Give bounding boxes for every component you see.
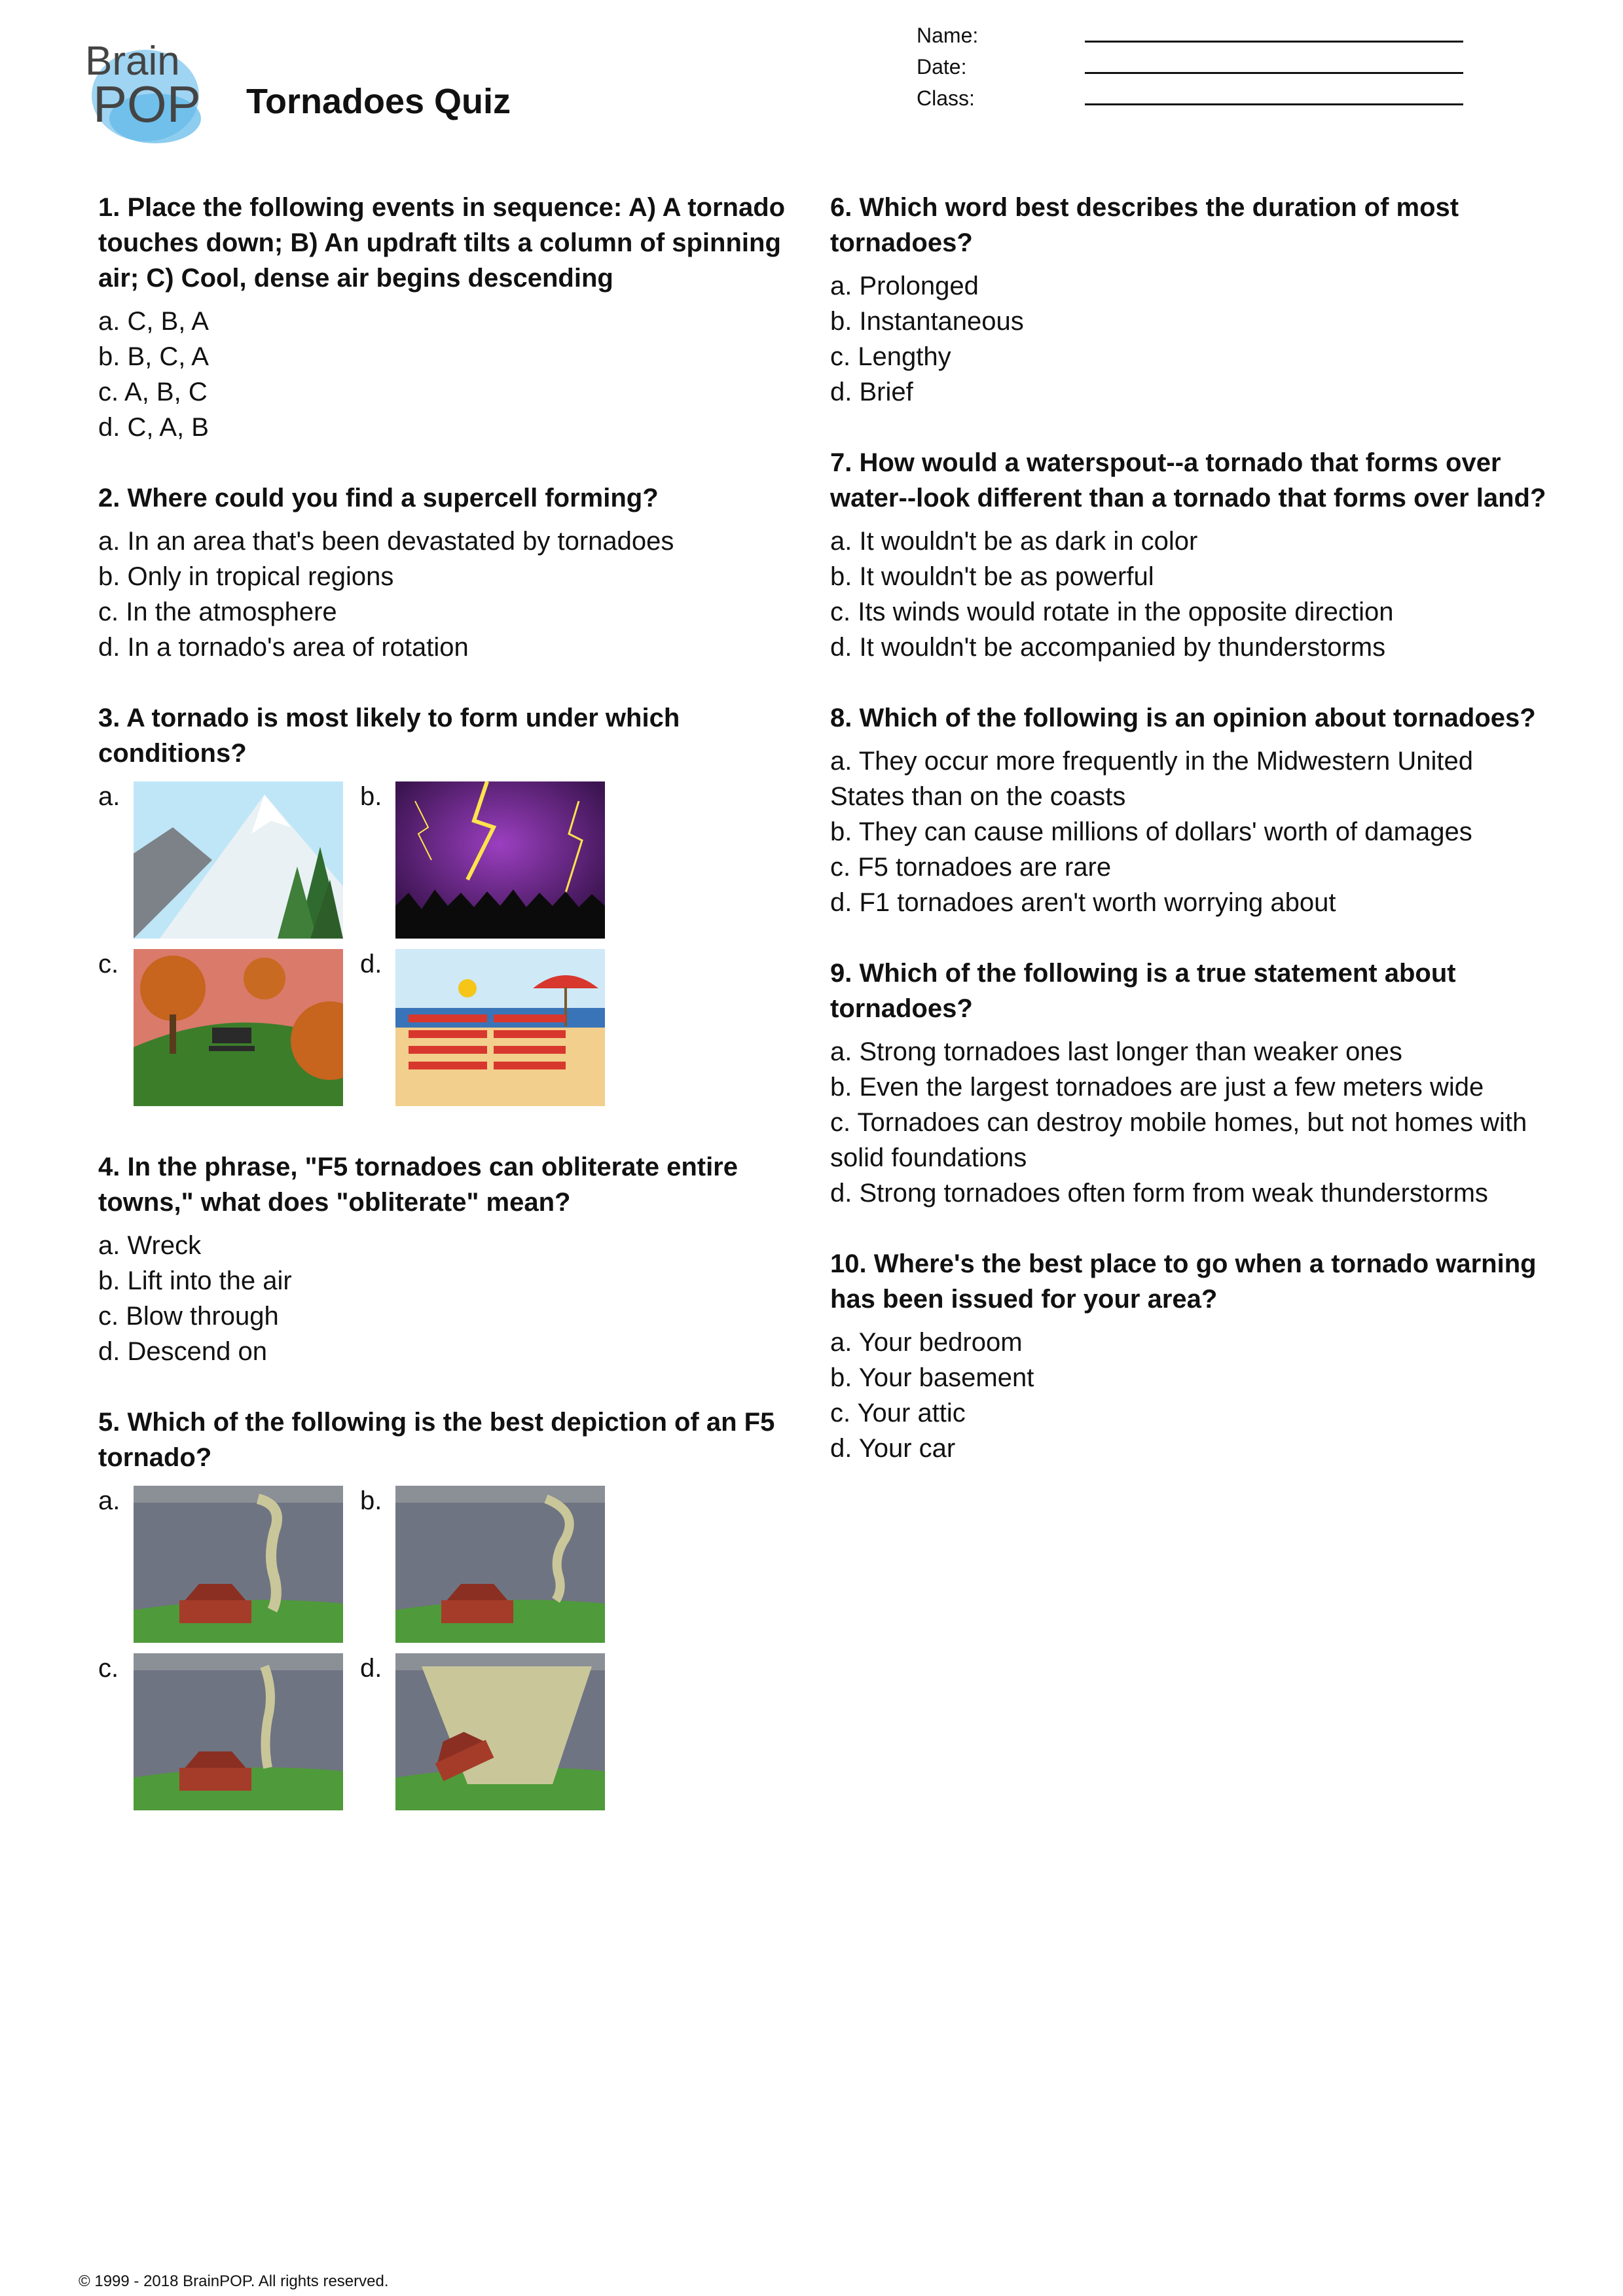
answer-option[interactable]: d. Descend on — [98, 1337, 267, 1366]
option-label: d. — [360, 950, 382, 978]
answer-option[interactable]: d. Brief — [830, 378, 913, 406]
snowy-mountain-image — [134, 781, 343, 939]
question-8 — [830, 700, 1550, 920]
page-title: Tornadoes Quiz — [246, 82, 511, 121]
question-text: 2. Where could you find a supercell forming? — [98, 484, 659, 512]
svg-text:POP: POP — [93, 75, 201, 133]
answer-option[interactable]: c. Blow through — [98, 1302, 279, 1331]
autumn-park-image — [134, 949, 343, 1106]
question-text: 6. Which word best describes the duration of most tornadoes? — [830, 193, 1459, 257]
image-options-grid — [98, 779, 622, 1114]
right-column — [830, 190, 1550, 1501]
question-text: 1. Place the following events in sequence: A) A tornado touches down; B) An updraft tilts a column of spinning air; C) Cool, dense air begins descending — [98, 193, 786, 293]
date-line[interactable] — [1085, 72, 1463, 74]
f5-tornado-barn-image — [395, 1653, 605, 1810]
answer-option[interactable]: a. Prolonged — [830, 272, 979, 300]
tornado-barn-image-a — [134, 1486, 343, 1643]
answer-option[interactable]: c. Your attic — [830, 1399, 966, 1427]
beach-image — [395, 949, 605, 1106]
answer-option[interactable]: c. Lengthy — [830, 342, 951, 371]
answer-option[interactable]: b. It wouldn't be as powerful — [830, 562, 1154, 591]
question-6 — [830, 190, 1550, 410]
class-line[interactable] — [1085, 103, 1463, 105]
answer-option[interactable]: c. A, B, C — [98, 378, 208, 406]
question-2 — [98, 480, 818, 665]
answer-option[interactable]: b. Even the largest tornadoes are just a few meters wide — [830, 1073, 1484, 1102]
answer-option[interactable]: b. Lift into the air — [98, 1266, 292, 1295]
question-4 — [98, 1149, 818, 1369]
answer-option[interactable]: b. Your basement — [830, 1363, 1034, 1392]
answer-option[interactable]: a. Your bedroom — [830, 1328, 1023, 1357]
question-text: 8. Which of the following is an opinion about tornadoes? — [830, 704, 1536, 732]
question-text: 4. In the phrase, "F5 tornadoes can obliterate entire towns," what does "obliterate" mean? — [98, 1153, 738, 1217]
option-label: a. — [98, 1486, 120, 1515]
answer-option[interactable]: b. They can cause millions of dollars' worth of damages — [830, 817, 1472, 846]
answer-option[interactable]: c. F5 tornadoes are rare — [830, 853, 1112, 882]
date-label: Date: — [917, 55, 967, 79]
answer-option[interactable]: a. It wouldn't be as dark in color — [830, 527, 1198, 556]
tornado-barn-image-c — [134, 1653, 343, 1810]
answer-option[interactable]: d. Strong tornadoes often form from weak thunderstorms — [830, 1179, 1488, 1208]
image-options-grid — [98, 1483, 622, 1818]
answer-option[interactable]: d. In a tornado's area of rotation — [98, 633, 469, 662]
answer-option[interactable]: a. Wreck — [98, 1231, 202, 1260]
answer-option[interactable]: a. Strong tornadoes last longer than weaker ones — [830, 1037, 1402, 1066]
name-label: Name: — [917, 24, 979, 47]
question-9 — [830, 956, 1550, 1211]
tornado-barn-image-b — [395, 1486, 605, 1643]
answer-option[interactable]: c. In the atmosphere — [98, 598, 337, 626]
option-label: d. — [360, 1654, 382, 1683]
lightning-storm-image — [395, 781, 605, 939]
question-1 — [98, 190, 818, 445]
answer-option[interactable]: d. F1 tornadoes aren't worth worrying about — [830, 888, 1336, 917]
name-line[interactable] — [1085, 41, 1463, 43]
answer-option[interactable]: d. Your car — [830, 1434, 956, 1463]
answer-option[interactable]: a. C, B, A — [98, 307, 209, 336]
question-text: 10. Where's the best place to go when a tornado warning has been issued for your area? — [830, 1249, 1537, 1314]
answer-option[interactable]: b. Instantaneous — [830, 307, 1024, 336]
question-5 — [98, 1405, 818, 1818]
question-7 — [830, 445, 1550, 665]
question-text: 3. A tornado is most likely to form under which conditions? — [98, 704, 680, 768]
answer-option[interactable]: c. Its winds would rotate in the opposite direction — [830, 598, 1394, 626]
option-label: b. — [360, 782, 382, 811]
answer-option[interactable]: b. Only in tropical regions — [98, 562, 394, 591]
answer-option[interactable]: d. C, A, B — [98, 413, 209, 442]
copyright-footer: © 1999 - 2018 BrainPOP. All rights reserved. — [79, 2272, 389, 2290]
question-text: 9. Which of the following is a true statement about tornadoes? — [830, 959, 1456, 1023]
brainpop-logo — [73, 24, 204, 148]
question-10 — [830, 1246, 1550, 1466]
answer-option[interactable]: a. They occur more frequently in the Midwestern United States than on the coasts — [830, 747, 1473, 811]
option-label: a. — [98, 782, 120, 811]
answer-option[interactable]: b. B, C, A — [98, 342, 209, 371]
svg-text:Brain: Brain — [85, 39, 180, 84]
answer-option[interactable]: d. It wouldn't be accompanied by thunderstorms — [830, 633, 1386, 662]
option-label: b. — [360, 1486, 382, 1515]
answer-option[interactable]: c. Tornadoes can destroy mobile homes, but not homes with solid foundations — [830, 1108, 1527, 1172]
question-text: 7. How would a waterspout--a tornado that forms over water--look different than a tornado that forms over land? — [830, 448, 1546, 512]
answer-option[interactable]: a. In an area that's been devastated by tornadoes — [98, 527, 674, 556]
question-3 — [98, 700, 818, 1114]
class-label: Class: — [917, 86, 975, 110]
option-label: c. — [98, 950, 119, 978]
left-column — [98, 190, 818, 1854]
option-label: c. — [98, 1654, 119, 1683]
question-text: 5. Which of the following is the best depiction of an F5 tornado? — [98, 1408, 775, 1472]
